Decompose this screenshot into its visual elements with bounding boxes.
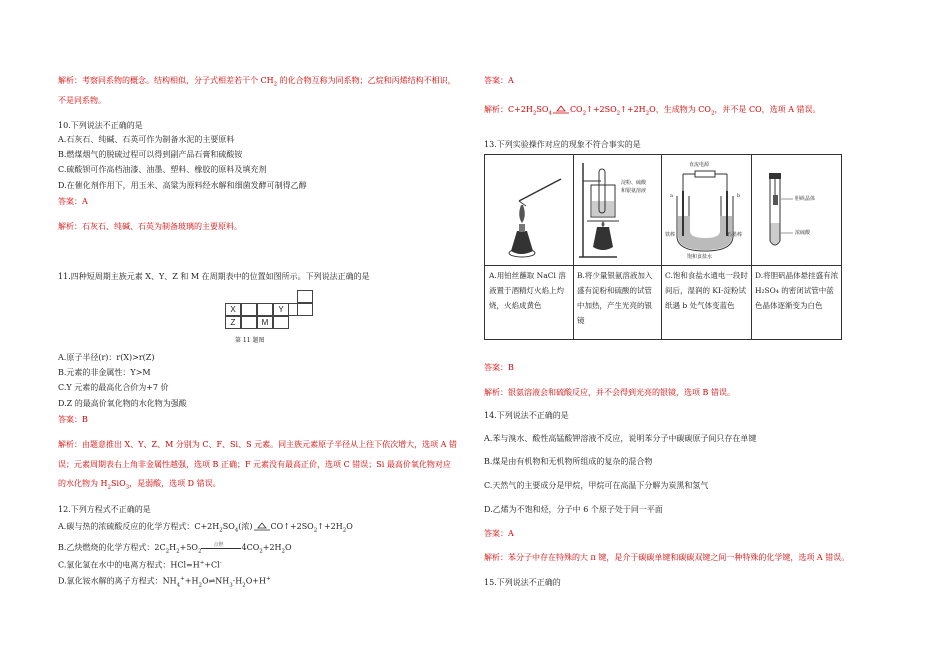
reaction-arrow-icon bbox=[201, 541, 241, 549]
q12-option-b bbox=[58, 542, 292, 558]
explanation-14: 解析：苯分子中存在特殊的大 π 键，是介于碳碳单键和碳碳双键之间一种特殊的化学键，选项 A 错误。 bbox=[484, 553, 850, 562]
column-divider bbox=[661, 155, 662, 339]
question-10: 10.下列说法不正确的是 bbox=[58, 121, 143, 130]
text: O+H bbox=[245, 576, 266, 586]
table-cell bbox=[241, 303, 257, 316]
option-a-cell: A.用铂丝蘸取 NaCl 溶液置于酒精灯火焰上灼烧，火焰成黄色 bbox=[489, 271, 566, 310]
text: O⇌NH bbox=[201, 576, 230, 586]
column-divider bbox=[751, 155, 752, 339]
row-divider bbox=[485, 265, 841, 266]
subscript: 2 bbox=[242, 582, 246, 589]
option-d-cell: D.将胆矾晶体悬挂盛有浓 H₂SO₄ 的密闭试管中蓝色晶体逐渐变为白色 bbox=[755, 271, 839, 310]
text: O bbox=[346, 522, 353, 531]
q12-option-c bbox=[58, 558, 222, 571]
answer-14: 答案：A bbox=[484, 529, 514, 538]
table-cell bbox=[297, 303, 313, 316]
subscript: 2 bbox=[710, 110, 715, 117]
superscript: + bbox=[265, 576, 271, 582]
figure-electrolysis bbox=[665, 161, 749, 261]
text: B.乙炔燃烧的化学方程式：2C bbox=[58, 543, 166, 552]
label-b: b bbox=[737, 193, 741, 199]
question-14: 14.下列说法不正确的是 bbox=[484, 411, 569, 420]
label-brine: 饱和食盐水 bbox=[687, 254, 713, 260]
question-15: 15.下列说法不正确的 bbox=[484, 578, 561, 587]
q11-option-a: A.原子半径(r)：r(X)>r(Z) bbox=[58, 353, 155, 362]
question-12: 12.下列方程式不正确的是 bbox=[58, 505, 151, 514]
explanation-q9 bbox=[58, 75, 456, 91]
subscript: 4 bbox=[234, 527, 239, 534]
alcohol-lamp-icon bbox=[491, 161, 569, 261]
text: +2H bbox=[262, 543, 282, 552]
text: CO bbox=[569, 105, 583, 114]
q10-option-c: C.硫酸钡可作高档油漆、油墨、塑料、橡胶的原料及填充剂 bbox=[58, 165, 267, 174]
subscript: 2 bbox=[197, 548, 202, 555]
heating-arrow-icon bbox=[552, 105, 570, 115]
superscript: - bbox=[219, 560, 222, 566]
subscript: 4 bbox=[548, 110, 552, 117]
condition-label: 点燃 bbox=[213, 541, 224, 548]
q14-option-c: C.天然气的主要成分是甲烷，甲烷可在高温下分解为炭黑和氢气 bbox=[484, 481, 709, 490]
subscript: 2 bbox=[165, 548, 170, 555]
label-iron-rod: 铁棒 bbox=[665, 232, 676, 238]
figure-silver-mirror bbox=[577, 161, 659, 261]
text: SO bbox=[222, 522, 235, 531]
text: +5O bbox=[179, 543, 198, 552]
text: ↑+2SO bbox=[586, 105, 617, 114]
table-cell bbox=[289, 303, 297, 316]
subscript: 2 bbox=[259, 548, 263, 555]
cell-y: Y bbox=[273, 303, 289, 316]
test-tube-icon bbox=[755, 161, 839, 261]
label-a: a bbox=[670, 193, 673, 199]
text: 解析：C+2H bbox=[484, 105, 533, 114]
column-divider bbox=[573, 155, 574, 339]
experiment-table bbox=[484, 154, 842, 340]
option-c-cell: C.饱和食盐水通电一段时间后，湿润的 KI-淀粉试纸遇 b 处气体变蓝色 bbox=[665, 271, 748, 310]
subscript: 2 bbox=[281, 548, 286, 555]
text: ，是弱酸，选项 D 错误。 bbox=[129, 479, 221, 488]
q12-option-d bbox=[58, 574, 271, 591]
subscript: 4 bbox=[176, 582, 181, 589]
q11-option-d: D.Z 的最高价氧化物的水化物为强酸 bbox=[58, 399, 187, 408]
table-cell bbox=[297, 290, 313, 303]
explanation-11-line1: 解析：由题意推出 X、Y、Z、M 分别为 C、F、Si、S 元素。同主族元素原子半径从上往下依次增大，选项 A 错 bbox=[58, 440, 457, 449]
subscript: 2 bbox=[273, 81, 278, 88]
figure-blue-vitriol bbox=[755, 161, 839, 261]
water-bath-icon bbox=[577, 161, 659, 261]
text: +Cl bbox=[204, 560, 220, 570]
explanation-9 bbox=[484, 104, 821, 120]
subscript: 2 bbox=[532, 110, 537, 117]
q10-option-b: B.燃煤烟气的脱硫过程可以得到副产品石膏和硫酸铵 bbox=[58, 150, 243, 159]
label-crystal: 胆矾晶体 bbox=[795, 196, 816, 202]
heating-arrow-icon bbox=[253, 522, 271, 532]
text: ↑+2H bbox=[620, 105, 646, 114]
explanation-13: 解析：银氨溶液会和硫酸反应，并不会得到光亮的银镜，选项 B 错误。 bbox=[484, 388, 735, 397]
question-11: 11.四种短周期主族元素 X、Y、Z 和 M 在周期表中的位置如图所示。下列说法正确的是 bbox=[58, 272, 370, 281]
explanation-q9-text-1: 解析：考察同系物的概念。结构相似，分子式相差若干个 CH bbox=[58, 76, 274, 85]
question-13: 13.下列实验操作对应的现象不符合事实的是 bbox=[484, 140, 641, 149]
text: +H bbox=[184, 576, 199, 586]
q10-option-a: A.石灰石、纯碱、石英可作为制备水泥的主要原料 bbox=[58, 135, 235, 144]
text: O，生成物为 CO bbox=[649, 105, 711, 114]
text: ·H bbox=[232, 576, 243, 586]
text: C.氯化氢在水中的电离方程式：HCl=H bbox=[58, 560, 200, 570]
label-starch-acid: 淀粉、硫酸 bbox=[621, 180, 647, 186]
figure-caption: 第 11 题图 bbox=[235, 337, 265, 344]
q14-option-a: A.苯与溴水、酸性高锰酸钾溶液不反应，说明苯分子中碳碳原子间只存在单键 bbox=[484, 434, 757, 443]
explanation-11-line2: 误；元素周期表右上角非金属性越强，选项 B 正确；F 元素没有最高正价，选项 C 错误；Si 最高价氧化物对应 bbox=[58, 460, 451, 469]
subscript: 2 bbox=[342, 527, 347, 534]
text: D.氯化铵水解的离子方程式：NH bbox=[58, 576, 177, 586]
label-graphite-rod: 石墨棒 bbox=[727, 232, 743, 238]
subscript: 2 bbox=[198, 582, 202, 589]
subscript: 2 bbox=[176, 548, 180, 555]
subscript: 2 bbox=[219, 527, 223, 534]
q12-option-a bbox=[58, 521, 353, 537]
q14-option-d: D.乙烯为不饱和烃，分子中 6 个原子处于同一平面 bbox=[484, 505, 663, 514]
q11-option-b: B.元素的非金属性：Y>M bbox=[58, 368, 151, 377]
u-tube-icon bbox=[665, 161, 749, 261]
q14-option-b: B.煤是由有机物和无机物所组成的复杂的混合物 bbox=[484, 457, 653, 466]
answer-10: 答案：A bbox=[58, 197, 88, 206]
table-cell bbox=[273, 316, 289, 329]
answer-13: 答案：B bbox=[484, 363, 514, 372]
cell-z: Z bbox=[225, 316, 241, 329]
label-silver-ammonia: 和银氨溶液 bbox=[621, 188, 647, 194]
explanation-q9-text-2: 的化合物互称为同系物；乙烷和丙烯结构不相识， bbox=[277, 76, 456, 85]
figure-flame-test bbox=[491, 161, 569, 261]
subscript: 3 bbox=[229, 582, 233, 589]
text: A.碳与热的浓硫酸反应的化学方程式：C+2H bbox=[58, 522, 220, 531]
text: SiO bbox=[111, 479, 126, 488]
text: H bbox=[169, 543, 177, 552]
subscript: 3 bbox=[125, 484, 130, 491]
subscript: 2 bbox=[313, 527, 318, 534]
text: CO↑+2SO bbox=[270, 522, 314, 531]
text: (浓) bbox=[238, 522, 253, 531]
subscript: 2 bbox=[582, 110, 587, 117]
q11-option-c: C.Y 元素的最高化合价为+7 价 bbox=[58, 383, 169, 392]
text: 4CO bbox=[241, 543, 260, 552]
subscript: 2 bbox=[616, 110, 621, 117]
cell-x: X bbox=[225, 303, 241, 316]
explanation-11-line3 bbox=[58, 478, 221, 494]
table-cell bbox=[241, 316, 257, 329]
superscript: + bbox=[199, 560, 205, 566]
q10-option-d: D.在催化剂作用下，用玉米、高粱为原料经水解和细菌发酵可制得乙醇 bbox=[58, 181, 307, 190]
explanation-10: 解析：石灰石、纯碱、石英为制备玻璃的主要原料。 bbox=[58, 222, 242, 231]
explanation-q9-cont: 不是同系物。 bbox=[58, 96, 106, 105]
text: O bbox=[285, 543, 292, 552]
text: ↑+2H bbox=[317, 522, 343, 531]
answer-11: 答案：B bbox=[58, 415, 88, 424]
answer-9: 答案：A bbox=[484, 76, 514, 85]
table-cell bbox=[257, 303, 273, 316]
text: SO bbox=[536, 105, 549, 114]
label-dc-power: 直流电源 bbox=[689, 162, 710, 168]
option-b-cell: B.将少量银氨溶液加入盛有淀粉和硫酸的试管中加热，产生光亮的银镜 bbox=[577, 271, 653, 325]
text: 的水化物为 H bbox=[58, 479, 108, 488]
subscript: 2 bbox=[107, 484, 112, 491]
text: ，并不是 CO，选项 A 错误。 bbox=[714, 105, 821, 114]
cell-m: M bbox=[257, 316, 273, 329]
superscript: + bbox=[180, 576, 185, 582]
label-sulfuric-acid: 浓硫酸 bbox=[795, 230, 811, 236]
subscript: 2 bbox=[645, 110, 650, 117]
